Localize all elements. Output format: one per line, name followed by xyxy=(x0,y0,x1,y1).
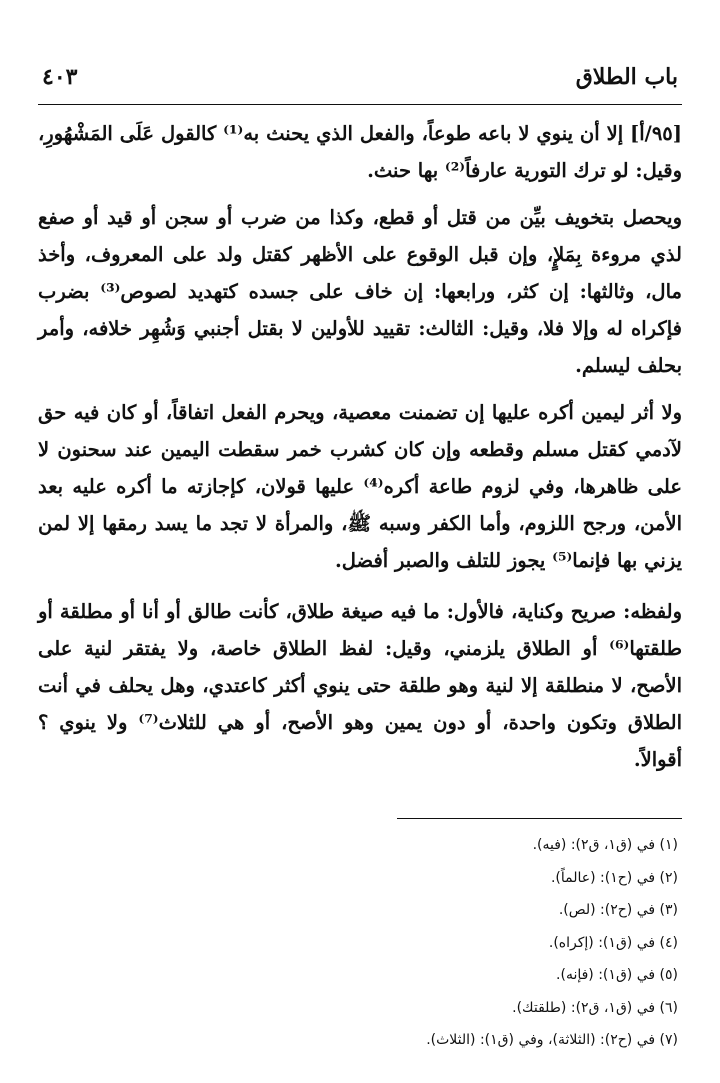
page-header xyxy=(38,58,682,105)
paragraph-1: [٩٥/أ] إلا أن ينوي لا باعه طوعاً، والفعل الذي يحنث به⁽¹⁾ كالقول عَلَى المَشْهُورِ، وقيل: لو ترك التورية عارفاً⁽²⁾ بها حنث. xyxy=(38,122,682,182)
chapter-title: باب الطلاق xyxy=(575,64,678,90)
footnote-2: (٢) في (ح١): (عالماً). xyxy=(550,869,678,886)
footnote-6: (٦) في (ق١، ق٢): (طلقتك). xyxy=(512,999,678,1016)
main-text xyxy=(38,115,682,778)
footnotes xyxy=(38,829,682,1057)
footnote-1: (١) في (ق١، ق٢): (فيه). xyxy=(532,837,678,853)
page-number: ٤٠٣ xyxy=(42,64,78,90)
footnote-4: (٤) في (ق١): (إكراه). xyxy=(548,934,678,951)
footnote-3: (٣) في (ح٢): (لص). xyxy=(558,902,678,918)
paragraph-4: ولفظه: صريح وكناية، فالأول: ما فيه صيغة طلاق، كأنت طالق أو أنا أو مطلقة أو طلقتها⁽⁶⁾ أو الطلاق يلزمني، وقيل: لفظ الطلاق خاصة، ولا يفتقر لنية على الأصح، لا منطلقة إلا لنية وهو طلقة حتى ينوي أكثر كاعتدي، وهل يحلف في أنت الطلاق وتكون واحدة، أو دون يمين وهو الأصح، أو هي للثلاث⁽⁷⁾ ولا ينوي ؟ أقوالاً. xyxy=(38,600,682,771)
footnote-5: (٥) في (ق١): (فإنه). xyxy=(556,967,678,983)
footnote-divider xyxy=(397,818,682,819)
footnote-7: (٧) في (ح٢): (الثلاثة)، وفي (ق١): (الثلاث). xyxy=(426,1032,678,1048)
paragraph-2: ويحصل بتخويف بيِّن من قتل أو قطع، وكذا من ضرب أو سجن أو قيد أو صفع لذي مروءة بِمَلإٍ، وإن قبل الوقوع على الأظهر كقتل ولد على المعروف، وأخذ مال، وثالثها: إن كثر، ورابعها: إن خاف على جسده كتهديد لصوص⁽³⁾ بضرب فإكراه له وإلا فلا، وقيل: الثالث: تقييد للأولين لا بقتل أجنبي وَشُهِر خلافه، وأمر بحلف ليسلم. xyxy=(38,206,682,377)
paragraph-3: ولا أثر ليمين أكره عليها إن تضمنت معصية، ويحرم الفعل اتفاقاً، أو كان فيه حق لآدمي كقتل مسلم وقطعه وإن كان كشرب خمر سقطت اليمين عند سحنون لا على ظاهرها، وفي لزوم طاعة أكره⁽⁴⁾ عليها قولان، كإجازته ما أكره عليه بعد الأمن، ورجح اللزوم، وأما الكفر وسبه ﷺ، والمرأة لا تجد ما يسد رمقها إلا لمن يزني بها فإنما⁽⁵⁾ يجوز للتلف والصبر أفضل. xyxy=(38,401,683,572)
